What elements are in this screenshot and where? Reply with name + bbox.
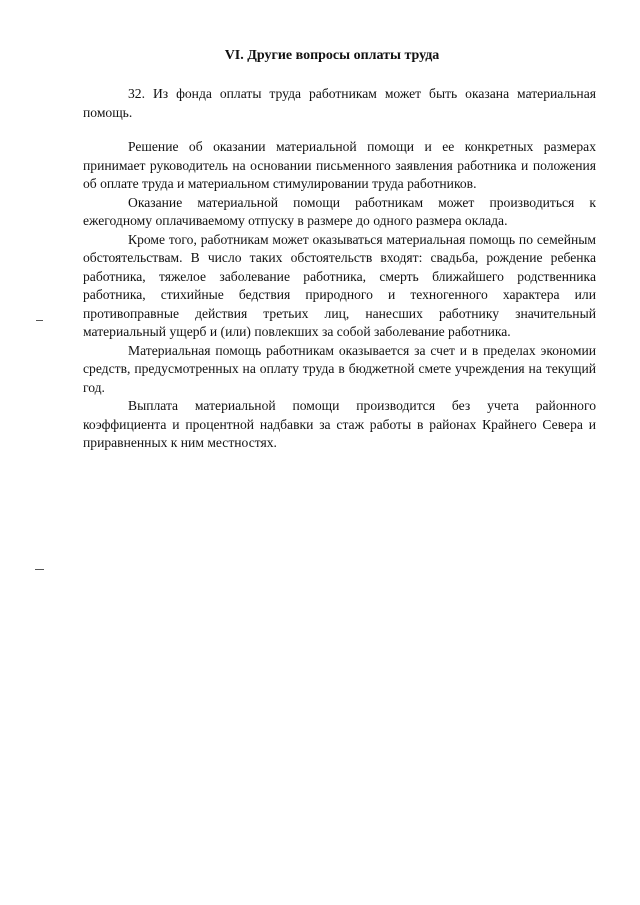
paragraph-funding: Материальная помощь работникам оказывается за счет и в пределах экономии средств, предусмотренных на оплату труда в бюджетной смете учреждения на текущий год. bbox=[83, 342, 596, 395]
section-heading: VI. Другие вопросы оплаты труда bbox=[224, 48, 440, 63]
clause-32 bbox=[83, 85, 596, 122]
paragraph-32: 32. Из фонда оплаты труда работникам может быть оказана материальная помощь. bbox=[83, 86, 596, 120]
paragraph-decision: Решение об оказании материальной помощи и ее конкретных размерах принимает руководитель на основании письменного заявления работника и положения об оплате труда и материальном стимулировании труда работников. bbox=[83, 139, 596, 191]
paragraph-family: Кроме того, работникам может оказываться материальная помощь по семейным обстоятельствам. В число таких обстоятельств входят: свадьба, рождение ребенка работника, тяжелое заболевание работника, смерть ближайшего родственника работника, стихийные бедствия природного и техногенного характера или противоправные действия третьих лиц, нанесших работнику значительный материальный ущерб и (или) повлекших за собой заболевание работника. bbox=[83, 231, 596, 339]
scan-speck bbox=[35, 569, 44, 570]
clause-32-details bbox=[83, 138, 596, 453]
paragraph-payment: Выплата материальной помощи производится без учета районного коэффициента и процентной надбавки за стаж работы в районах Крайнего Севера и приравненных к ним местностях. bbox=[83, 398, 596, 450]
scan-speck bbox=[36, 320, 43, 321]
paragraph-vacation: Оказание материальной помощи работникам может производиться к ежегодному оплачиваемому отпуску в размере до одного размера оклада. bbox=[83, 194, 596, 228]
